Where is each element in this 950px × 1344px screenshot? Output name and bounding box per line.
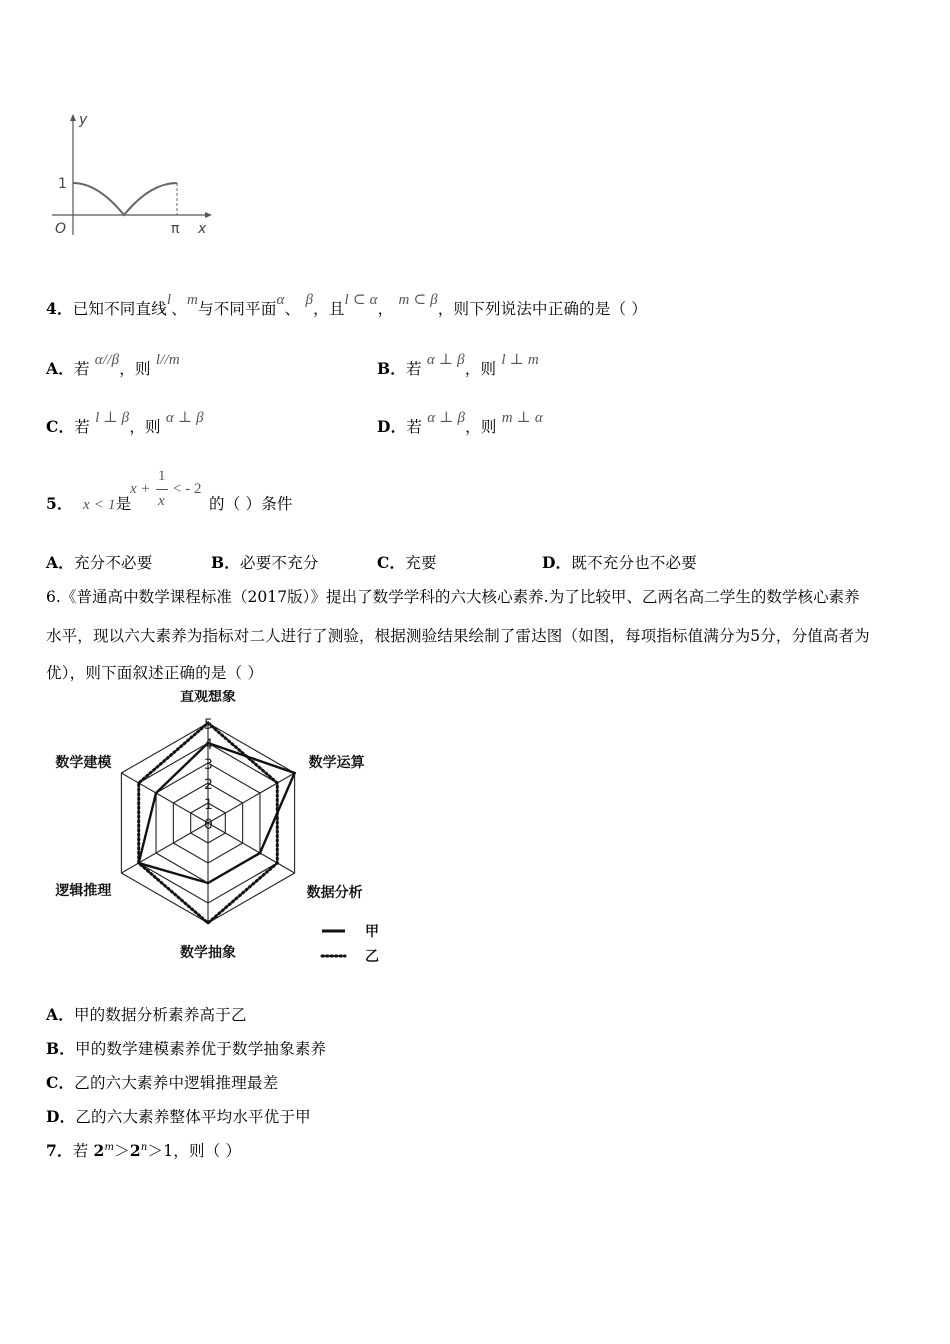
q5-tail-text: 的（ ）条件 xyxy=(209,495,293,513)
option-text: 甲的数学建模素养优于数学抽象素养 xyxy=(75,1040,327,1058)
radar-series xyxy=(137,722,295,925)
series-1-point-6 xyxy=(155,792,158,795)
q6-option-a[interactable] xyxy=(46,1003,247,1025)
option-text: 充要 xyxy=(405,554,437,572)
q5-option-c[interactable] xyxy=(377,551,437,573)
axis-label-4: 数学抽象 xyxy=(180,945,236,961)
series-2-point-5 xyxy=(137,862,140,865)
q5-frac-num: 1 xyxy=(158,468,166,484)
q7-exp-2: n xyxy=(140,1141,148,1153)
option-text: 充分不必要 xyxy=(73,554,153,572)
option-result: m ⊥ α xyxy=(501,410,543,426)
y-label: y xyxy=(79,112,88,128)
option-label: C． xyxy=(46,417,75,436)
option-result: l ⊥ m xyxy=(501,352,539,368)
scale-label-5: 5 xyxy=(204,717,213,733)
q5-option-d[interactable] xyxy=(542,551,697,573)
q5-expr-pre: x + xyxy=(130,481,151,497)
curve xyxy=(73,183,177,215)
option-result: α ⊥ β xyxy=(165,410,204,426)
series-1-point-4 xyxy=(207,882,210,885)
origin-label: O xyxy=(55,221,67,237)
series-1-point-2 xyxy=(293,772,296,775)
option-ruo: 若 xyxy=(406,360,422,378)
option-label: D． xyxy=(46,1107,76,1126)
option-label: B． xyxy=(377,359,407,378)
q4-text-4: ，则下列说法中正确的是（ ） xyxy=(437,300,648,318)
option-ruo: 若 xyxy=(406,418,423,436)
q6-line-2: 水平，现以六大素养为指标对二人进行了测验，根据测验结果绘制了雷达图（如图，每项指标值满分为5分，分值高者为 xyxy=(46,627,870,645)
option-label: A． xyxy=(46,359,74,378)
legend-label-2: 乙 xyxy=(365,949,379,965)
y-axis-arrow-icon xyxy=(70,114,76,121)
q6-option-d[interactable] xyxy=(46,1105,311,1127)
option-label: A． xyxy=(46,553,74,572)
q4-condition-2: m ⊂ β xyxy=(398,292,438,308)
q4-number: 4． xyxy=(46,299,73,318)
q5-frac-bar xyxy=(156,489,168,490)
q5-number: 5． xyxy=(46,494,73,513)
series-2-point-3 xyxy=(276,862,279,865)
q5-frac-den: x xyxy=(158,493,165,509)
option-ruo: 若 xyxy=(74,418,90,436)
q4-option-b[interactable] xyxy=(377,352,539,379)
q7-base-1: 2 xyxy=(93,1141,105,1160)
option-ze: ，则 xyxy=(464,360,497,378)
scale-label-1: 1 xyxy=(204,797,213,813)
option-condition: α ⊥ β xyxy=(426,352,465,368)
radar-legend xyxy=(322,924,379,965)
q7-base-2: 2 xyxy=(129,1141,141,1160)
question-5 xyxy=(46,492,131,514)
q6-line-3: 优），则下面叙述正确的是（ ） xyxy=(46,664,264,682)
function-graph xyxy=(40,105,230,245)
q5-expr-post: < - 2 xyxy=(173,481,202,497)
series-2-point-2 xyxy=(276,782,279,785)
option-ze: ，则 xyxy=(119,360,151,378)
scale-label-0: 0 xyxy=(204,817,213,833)
series-1-point-3 xyxy=(259,852,262,855)
q4-text-2: 与不同平面 xyxy=(198,300,277,318)
option-ze: ，则 xyxy=(465,418,497,436)
option-label: A． xyxy=(46,1005,74,1024)
legend-label-1: 甲 xyxy=(365,924,379,940)
q4-line-l: l xyxy=(166,292,172,308)
option-condition: l ⊥ β xyxy=(95,410,130,426)
option-condition: α ⊥ β xyxy=(427,410,466,426)
radar-chart xyxy=(40,690,400,980)
axis-label-2: 数学运算 xyxy=(308,755,365,771)
q7-number: 7． xyxy=(46,1141,73,1160)
q7-ruo: 若 xyxy=(72,1142,94,1160)
q6-option-c[interactable] xyxy=(46,1071,278,1093)
scale-label-3: 3 xyxy=(204,757,213,773)
scale-label-4: 4 xyxy=(204,737,213,753)
axis-label-6: 数学建模 xyxy=(55,755,112,771)
q5-expression xyxy=(130,470,210,520)
grid-spoke-3 xyxy=(208,823,295,873)
grid-spoke-5 xyxy=(121,823,208,873)
axis-label-1: 直观想象 xyxy=(180,690,236,705)
q7-exp-1: m xyxy=(104,1141,115,1153)
q4-line-m: m xyxy=(186,292,199,308)
option-text: 乙的六大素养整体平均水平优于甲 xyxy=(75,1108,311,1126)
q5-option-a[interactable] xyxy=(46,551,152,573)
x-axis-arrow-icon xyxy=(205,212,212,218)
q5-is: 是 xyxy=(115,495,132,513)
one-label: 1 xyxy=(58,176,67,192)
question-4 xyxy=(46,292,648,319)
option-label: B． xyxy=(46,1039,76,1058)
q4-plane-beta: β xyxy=(305,292,314,308)
q7-tail: ＞1，则（ ） xyxy=(147,1142,242,1160)
option-text: 甲的数据分析素养高于乙 xyxy=(73,1006,247,1024)
q4-condition-1: l ⊂ α xyxy=(344,292,378,308)
grid-spoke-6 xyxy=(121,773,208,823)
option-label: D． xyxy=(542,553,572,572)
axis-label-3: 数据分析 xyxy=(306,885,363,901)
option-text: 必要不充分 xyxy=(240,554,319,572)
pi-label: π xyxy=(171,221,180,237)
option-ze: ，则 xyxy=(129,418,161,436)
axis-label-5: 逻辑推理 xyxy=(55,883,112,899)
option-result: l//m xyxy=(155,352,180,368)
q4-option-c[interactable] xyxy=(46,410,204,437)
q5-tail xyxy=(209,492,293,514)
q4-plane-alpha: α xyxy=(276,292,285,308)
q7-gt-1: ＞ xyxy=(114,1142,130,1160)
series-2-point-4 xyxy=(207,922,210,925)
q6-line-1: 6.《普通高中数学课程标准（2017版）》提出了数学学科的六大核心素养.为了比较甲、乙两名高二学生的数学核心素养 xyxy=(46,588,860,606)
option-text: 既不充分也不必要 xyxy=(571,554,697,572)
grid-spoke-2 xyxy=(208,773,295,823)
q4-option-a[interactable] xyxy=(46,352,180,379)
option-label: C． xyxy=(46,1073,75,1092)
q4-sep-1: 、 xyxy=(171,300,187,318)
question-7 xyxy=(46,1139,241,1161)
series-2-point-6 xyxy=(137,782,140,785)
option-text: 乙的六大素养中逻辑推理最差 xyxy=(74,1074,279,1092)
q4-text-3: ，且 xyxy=(313,300,345,318)
option-condition: α//β xyxy=(94,352,120,368)
q6-option-b[interactable] xyxy=(46,1037,326,1059)
q4-comma: ， xyxy=(377,300,394,318)
q4-text-1: 已知不同直线 xyxy=(72,300,167,318)
q5-option-b[interactable] xyxy=(211,551,319,573)
option-label: D． xyxy=(377,417,407,436)
x-label: x xyxy=(198,221,207,237)
option-label: B． xyxy=(211,553,241,572)
q4-sep-2: 、 xyxy=(284,300,301,318)
option-ruo: 若 xyxy=(73,360,90,378)
option-label: C． xyxy=(377,553,406,572)
q4-option-d[interactable] xyxy=(377,410,543,437)
scale-label-2: 2 xyxy=(204,777,213,793)
q5-condition: x < 1 xyxy=(82,497,116,513)
